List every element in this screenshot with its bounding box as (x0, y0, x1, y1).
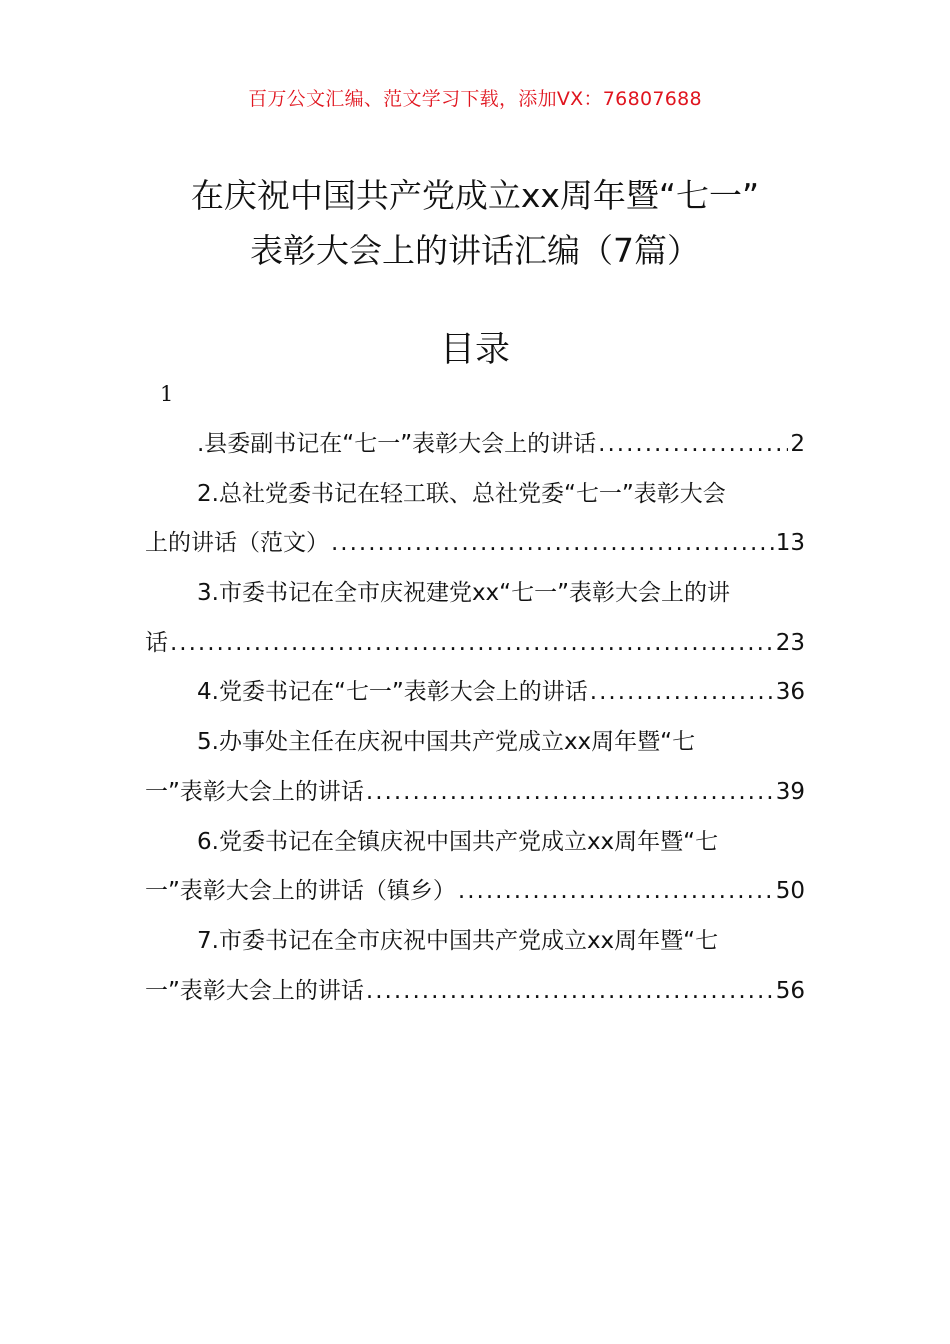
toc-entry-title: 2.总社党委书记在轻工联、总社党委“七一”表彰大会 (197, 480, 726, 507)
table-of-contents (145, 420, 805, 1016)
toc-heading: 目录 (439, 330, 510, 370)
document-title-line-2: 表彰大会上的讲话汇编（7篇） (250, 231, 700, 270)
toc-leader-dots (598, 420, 788, 470)
toc-entry-title: 7.市委书记在全市庆祝中国共产党成立xx周年暨“七 (197, 927, 719, 954)
toc-page-number: 36 (775, 679, 805, 706)
toc-page-number: 39 (775, 778, 805, 805)
toc-entry-3-line-1[interactable] (145, 569, 805, 619)
toc-entry-2-line-1[interactable] (145, 470, 805, 520)
toc-entry-5-line-2[interactable] (145, 768, 805, 818)
toc-page-number: 23 (775, 629, 805, 656)
toc-entry-title-cont: 一”表彰大会上的讲话 (145, 778, 364, 805)
toc-entry-title-cont: 一”表彰大会上的讲话 (145, 977, 364, 1004)
toc-leader-dots (590, 668, 774, 718)
toc-page-number: 50 (775, 878, 805, 905)
toc-page-number: 56 (775, 977, 805, 1004)
toc-entry-7-line-1[interactable] (145, 917, 805, 967)
toc-entry-title-cont: 一”表彰大会上的讲话（镇乡） (145, 878, 456, 905)
stray-number: 1 (160, 382, 174, 406)
toc-page-number: 2 (790, 431, 805, 457)
toc-entry-5-line-1[interactable] (145, 718, 805, 768)
toc-entry-3-line-2[interactable] (145, 619, 805, 669)
toc-entry-title: 3.市委书记在全市庆祝建党xx“七一”表彰大会上的讲 (197, 580, 730, 607)
toc-leader-dots (458, 867, 774, 917)
toc-entry-title: .县委副书记在“七一”表彰大会上的讲话 (197, 431, 597, 457)
toc-leader-dots (366, 967, 774, 1017)
toc-page-number: 13 (775, 530, 805, 557)
toc-entry-6-line-2[interactable] (145, 867, 805, 917)
toc-entry-1[interactable] (145, 420, 805, 470)
toc-entry-title-cont: 上的讲话（范文） (145, 530, 329, 557)
toc-entry-title: 6.党委书记在全镇庆祝中国共产党成立xx周年暨“七 (197, 828, 719, 855)
toc-entry-6-line-1[interactable] (145, 818, 805, 868)
toc-entry-2-line-2[interactable] (145, 519, 805, 569)
toc-entry-4[interactable] (145, 668, 805, 718)
toc-leader-dots (170, 619, 774, 669)
document-title-line-1: 在庆祝中国共产党成立xx周年暨“七一” (190, 176, 760, 215)
toc-entry-title-cont: 话 (145, 629, 168, 656)
toc-leader-dots (331, 519, 774, 569)
toc-entry-7-line-2[interactable] (145, 967, 805, 1017)
header-notice: 百万公文汇编、范文学习下载，添加VX：76807688 (248, 88, 702, 110)
toc-entry-title: 5.办事处主任在庆祝中国共产党成立xx周年暨“七 (197, 729, 696, 756)
toc-entry-title: 4.党委书记在“七一”表彰大会上的讲话 (197, 679, 588, 706)
toc-leader-dots (366, 768, 774, 818)
document-title (60, 168, 890, 278)
